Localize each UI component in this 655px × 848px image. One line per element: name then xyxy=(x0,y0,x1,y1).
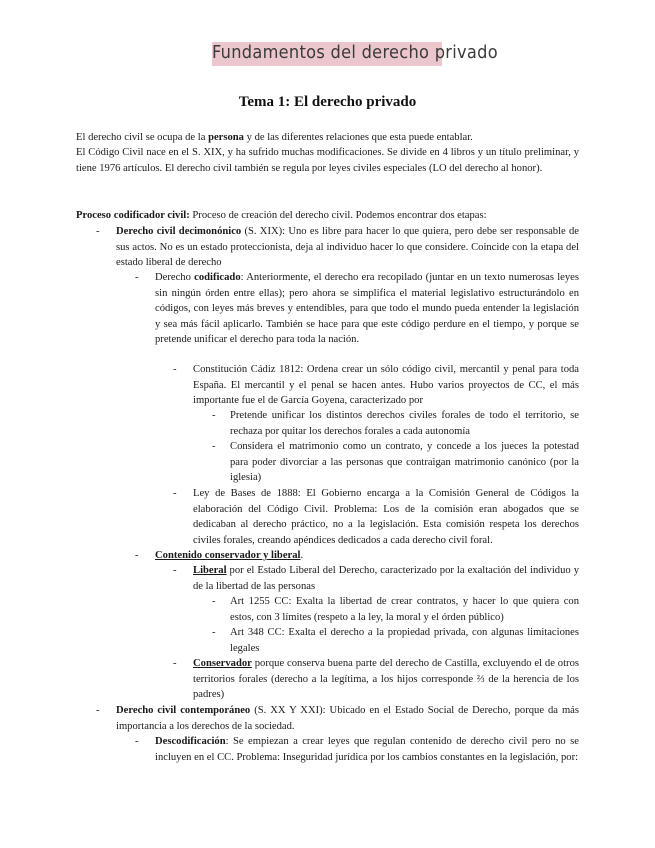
intro-paragraph-1: El derecho civil se ocupa de la persona y de las diferentes relaciones que esta puede entablar. xyxy=(76,132,473,143)
proceso-heading: Proceso codificador civil: Proceso de creación del derecho civil. Podemos encontrar dos etapas: xyxy=(76,210,487,221)
list-dash: - xyxy=(173,364,177,375)
topic-title: Tema 1: El derecho privado xyxy=(238,94,417,110)
list-dash: - xyxy=(212,410,216,421)
art-348-item: Art 348 CC: Exalta el derecho a la propiedad privada, con algunas limitaciones legales xyxy=(230,627,579,654)
list-dash: - xyxy=(135,272,139,283)
list-dash: - xyxy=(173,565,177,576)
cadiz-item: Constitución Cádiz 1812: Ordena crear un sólo código civil, mercantil y penal para toda España. El mercantil y el penal se hacen antes. Hubo varios proyectos de CC, el más importante fue el de García Goyena, caracterizado por xyxy=(193,364,579,406)
descodificacion-item: Descodificación: Se empiezan a crear leyes que regulan contenido de derecho civil pero no se incluyen en el CC. Problema: Inseguridad jurídica por los cambios constantes en la legislación, por: xyxy=(155,736,579,763)
art-1255-item: Art 1255 CC: Exalta la libertad de crear contratos, y hacer lo que quiera con estos, con 3 límites (respeto a la ley, la moral y el órden público) xyxy=(230,596,579,623)
list-dash: - xyxy=(173,488,177,499)
conservador-item: Conservador porque conserva buena parte del derecho de Castilla, excluyendo el de otros territorios forales (derecho a la legítima, a los hijos corresponde ⅔ de la herencia de los padres) xyxy=(193,658,579,700)
course-title: Fundamentos del derecho privado xyxy=(212,42,498,63)
list-dash: - xyxy=(96,705,100,716)
ley-bases-item: Ley de Bases de 1888: El Gobierno encarga a la Comisión General de Códigos la elaboración del Código Civil. Problema: Los de la comisión eran abogados que se dedicaban al derecho práctico, no a la legislación. Esta comisión respeta los derechos civiles forales, creando apéndices dedicados a cada derecho civil foral. xyxy=(193,488,579,546)
list-dash: - xyxy=(212,441,216,452)
liberal-item: Liberal por el Estado Liberal del Derecho, caracterizado por la exaltación del individuo y de la libertad de las personas xyxy=(193,565,579,592)
decimononico-item: Derecho civil decimonónico (S. XIX): Uno es libre para hacer lo que quiera, pero debe ser responsable de sus actos. No es un estado proteccionista, deja al individuo hacer lo que considere. Coincide con la etapa del estado liberal de derecho xyxy=(116,226,579,268)
list-dash: - xyxy=(212,627,216,638)
goyena-item-1: Pretende unificar los distintos derechos civiles forales de todo el territorio, se rechaza por quitar los derechos forales a cada autonomía xyxy=(230,410,579,437)
list-dash: - xyxy=(173,658,177,669)
list-dash: - xyxy=(135,550,139,561)
codificado-item: Derecho codificado: Anteriormente, el derecho era recopilado (juntar en un texto numerosas leyes sin ningún órden entre ellas); pero ahora se simplifica el material legislativo estructurándolo en códigos, con leyes más breves y entendibles, para que todo el mundo pueda entender la legislación y sea más fácil aplicarlo. También se hace para que este código perdure en el tiempo, y porque se pretende unificar el derecho para toda la nación. xyxy=(155,272,579,345)
contenido-item: Contenido conservador y liberal. xyxy=(155,550,304,561)
contemporaneo-item: Derecho civil contemporáneo (S. XX Y XXI): Ubicado en el Estado Social de Derecho, porque da más importancia a los derechos de la sociedad. xyxy=(116,705,580,732)
list-dash: - xyxy=(96,226,100,237)
list-dash: - xyxy=(135,736,139,747)
list-dash: - xyxy=(212,596,216,607)
intro-paragraph-2: El Código Civil nace en el S. XIX, y ha sufrido muchas modificaciones. Se divide en 4 libros y un título preliminar, y tiene 1976 artículos. El derecho civil también se regula por leyes civiles especiales (LO del derecho al honor). xyxy=(76,147,579,174)
goyena-item-2: Considera el matrimonio como un contrato, y concede a los jueces la potestad para poder divorciar a las personas que contraigan matrimonio canónico (por la iglesia) xyxy=(230,441,579,483)
